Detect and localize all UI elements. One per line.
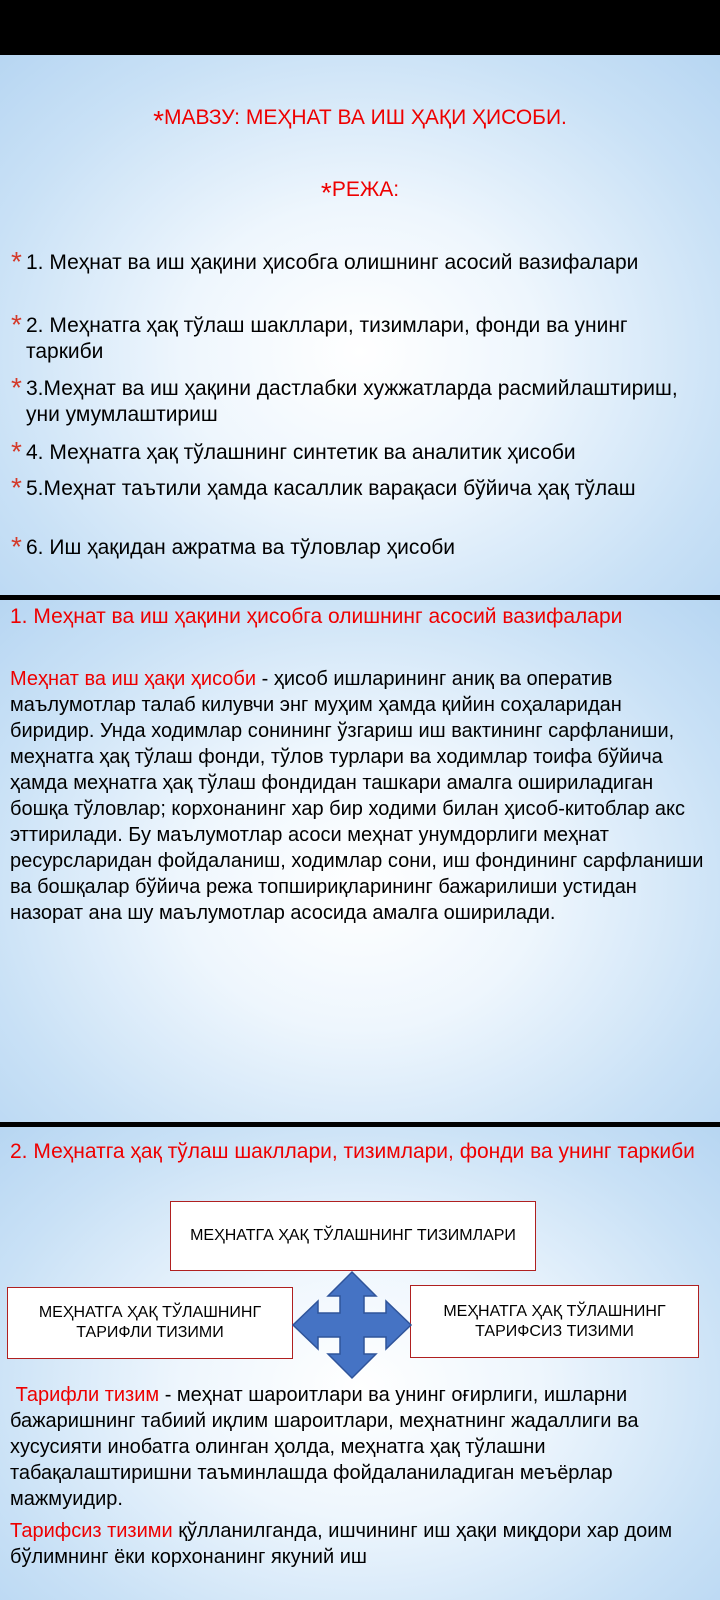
- section-heading: 2. Меҳнатга ҳақ тўлаш шакллари, тизимлари, фонди ва унинг таркиби: [10, 1140, 695, 1163]
- diagram-box-systems: МЕҲНАТГА ҲАҚ ТЎЛАШНИНГ ТИЗИМЛАРИ: [170, 1201, 536, 1271]
- body-text: ҳисоб ишларининг аниқ ва оператив маълумотлар талаб килувчи энг муҳим ҳамда қийин соҳаларидан биридир. Унда ходимлар сонининг ўзгариш иш вактининг сарфланиши, меҳнатга ҳақ тўлаш фонди, тўлов турлари ва ходимлар тоифа бўйича ҳамда меҳнатга ҳақ тўлаш фондидан ташкари амалга ошириладиган бошқа тўловлар; корхонанинг хар бир ходими билан ҳисоб-китоблар акс эттирилади. Бу маълумотлар асоси меҳнат унумдорлиги меҳнат ресурсларидан фойдаланиш, ходимлар сони, иш фондининг сарфланиши ва бошқалар бўйича режа топшириқларининг бажарилиши устидан назорат ана шу маълумотлар асосида амалга оширилади.: [10, 668, 704, 924]
- term-tariff: Тарифли тизим: [15, 1384, 160, 1406]
- bullet-star: *: [11, 531, 22, 562]
- slide-accounting-tasks: [0, 600, 720, 1122]
- diagram-box-tariff: МЕҲНАТГА ҲАҚ ТЎЛАШНИНГ ТАРИФЛИ ТИЗИМИ: [7, 1287, 293, 1359]
- four-way-arrow-icon: [290, 1268, 414, 1382]
- plan-item-1: 1. Меҳнат ва иш ҳақини ҳисобга олишнинг асосий вазифалари: [26, 251, 639, 274]
- bullet-star: *: [11, 436, 22, 467]
- plan-item-5: 5.Меҳнат таътили ҳамда касаллик варақаси бўйича ҳақ тўлаш: [26, 477, 636, 500]
- title-star: *: [153, 105, 165, 136]
- plan-item-4: 4. Меҳнатга ҳақ тўлашнинг синтетик ва аналитик ҳисоби: [26, 441, 576, 464]
- section-body: [10, 666, 710, 926]
- term-non-tariff: Тарифсиз тизими: [10, 1520, 173, 1542]
- slide-title: *МАВЗУ: МЕҲНАТ ВА ИШ ҲАҚИ ҲИСОБИ.: [153, 105, 567, 136]
- tariff-paragraph: Тарифли тизим - меҳнат шароитлари ва унинг оғирлиги, ишларни бажаришнинг табиий иқлим шароитлари, меҳнатнинг жадаллиги ва хусусияти инобатга олинган ҳолда, меҳнатга ҳақ тўлашни табақалаштиришни таъминлашда фойдаланиладиган меъёрлар мажмуидир.: [10, 1384, 639, 1510]
- non-tariff-paragraph: Тарифсиз тизими қўлланилганда, ишчининг иш ҳақи миқдори хар доим бўлимнинг ёки корхонанинг якуний иш: [10, 1520, 673, 1568]
- term-dash: -: [256, 668, 274, 690]
- slide-pay-systems: [0, 1127, 720, 1600]
- plan-heading: *РЕЖА:: [320, 177, 400, 208]
- slide-topic: [0, 55, 720, 595]
- plan-item-2: 2. Меҳнатга ҳақ тўлаш шакллари, тизимлари, фонди ва унинг таркиби: [26, 314, 628, 363]
- top-status-bar: [0, 0, 720, 55]
- term: Меҳнат ва иш ҳақи ҳисоби: [10, 668, 257, 690]
- bullet-star: *: [11, 472, 22, 503]
- plan-item-3: 3.Меҳнат ва иш ҳақини дастлабки хужжатларда расмийлаштириш, уни умумлаштириш: [26, 377, 678, 426]
- bullet-star: *: [11, 246, 22, 277]
- bullet-star: *: [11, 372, 22, 403]
- diagram-box-non-tariff: МЕҲНАТГА ҲАҚ ТЎЛАШНИНГ ТАРИФСИЗ ТИЗИМИ: [410, 1285, 699, 1358]
- section-heading: 1. Меҳнат ва иш ҳақини ҳисобга олишнинг асосий вазифалари: [10, 605, 623, 628]
- plan-star: *: [320, 177, 332, 208]
- bullet-star: *: [11, 309, 22, 340]
- plan-item-6: 6. Иш ҳақидан ажратма ва тўловлар ҳисоби: [26, 536, 456, 559]
